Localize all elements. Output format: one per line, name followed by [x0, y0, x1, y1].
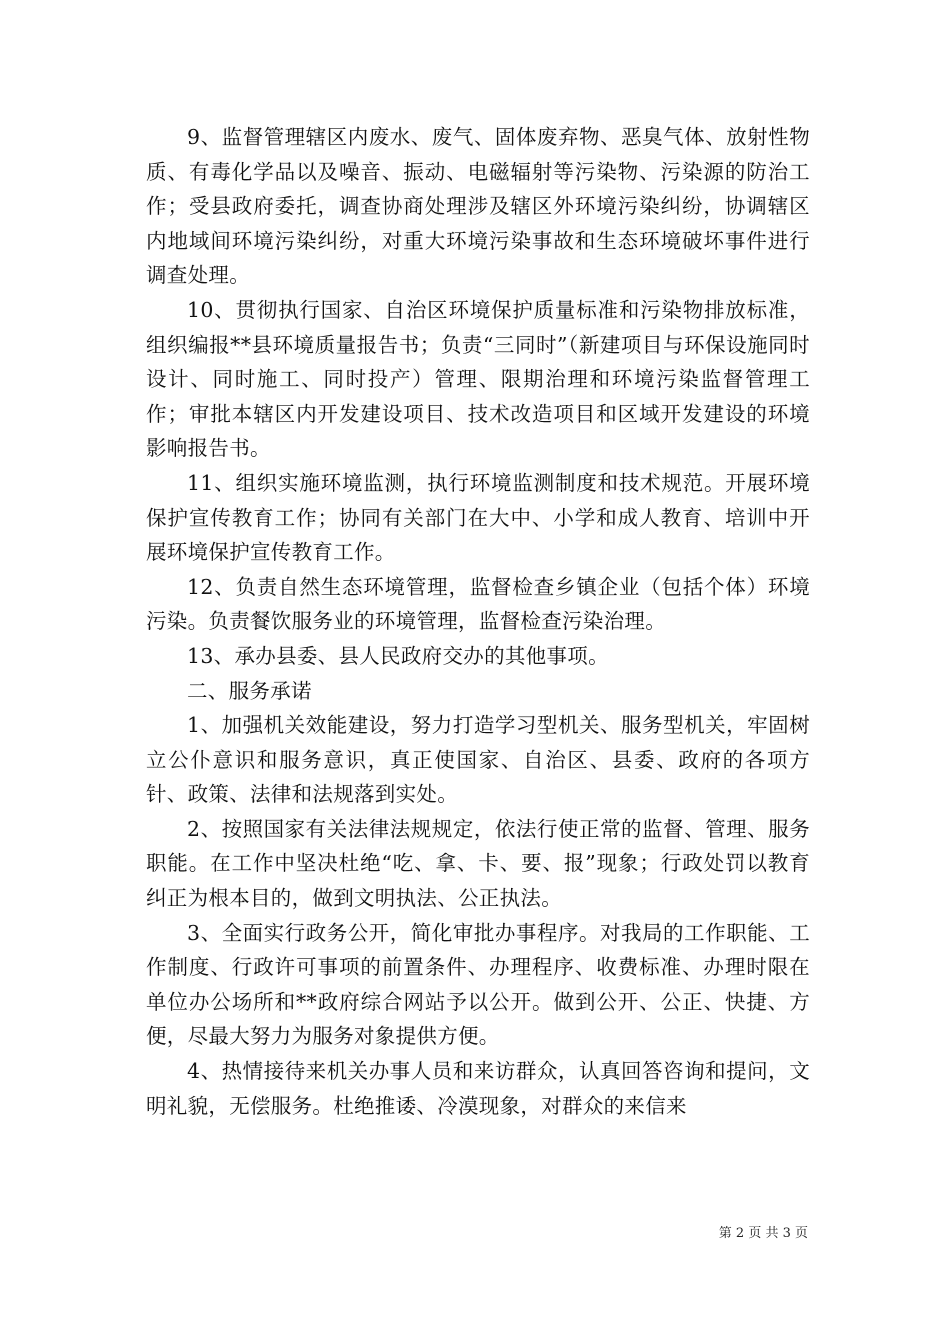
paragraph-item-13: 13、承办县委、县人民政府交办的其他事项。: [187, 643, 609, 668]
paragraph-item-10: 10、贯彻执行国家、自治区环境保护质量标准和污染物排放标准，组织编报**县环境质量报告书；负责“三同时”（新建项目与环保设施同时设计、同时施工、同时投产）管理、限期治理和环境污染监督管理工作；审批本辖区内开发建设项目、技术改造项目和区域开发建设的环境影响报告书。: [146, 297, 810, 461]
commitment-item-3: 3、全面实行政务公开，简化审批办事程序。对我局的工作职能、工作制度、行政许可事项的前置条件、办理程序、收费标准、办理时限在单位办公场所和**政府综合网站予以公开。做到公开、公正、快捷、方便，尽最大努力为服务对象提供方便。: [146, 920, 810, 1049]
section-heading-service-commitment: 二、服务承诺: [187, 678, 312, 703]
paragraph-item-9: 9、监督管理辖区内废水、废气、固体废弃物、恶臭气体、放射性物质、有毒化学品以及噪音、振动、电磁辐射等污染物、污染源的防治工作；受县政府委托，调查协商处理涉及辖区外环境污染纠纷，协调辖区内地域间环境污染纠纷，对重大环境污染事故和生态环境破坏事件进行调查处理。: [146, 125, 810, 288]
document-body: [146, 120, 810, 1123]
paragraph-item-12: 12、负责自然生态环境管理，监督检查乡镇企业（包括个体）环境污染。负责餐饮服务业的环境管理，监督检查污染治理。: [146, 574, 810, 634]
commitment-item-4: 4、热情接待来机关办事人员和来访群众，认真回答咨询和提问，文明礼貌，无偿服务。杜绝推诿、冷漠现象，对群众的来信来: [146, 1059, 810, 1118]
commitment-item-2: 2、按照国家有关法律法规规定，依法行使正常的监督、管理、服务职能。在工作中坚决杜绝“吃、拿、卡、要、报”现象；行政处罚以教育纠正为根本目的，做到文明执法、公正执法。: [146, 816, 810, 911]
page-number-footer: 第 2 页 共 3 页: [718, 1226, 808, 1241]
paragraph-item-11: 11、组织实施环境监测，执行环境监测制度和技术规范。开展环境保护宣传教育工作；协同有关部门在大中、小学和成人教育、培训中开展环境保护宣传教育工作。: [146, 470, 810, 565]
commitment-item-1: 1、加强机关效能建设，努力打造学习型机关、服务型机关，牢固树立公仆意识和服务意识，真正使国家、自治区、县委、政府的各项方针、政策、法律和法规落到实处。: [146, 713, 810, 807]
